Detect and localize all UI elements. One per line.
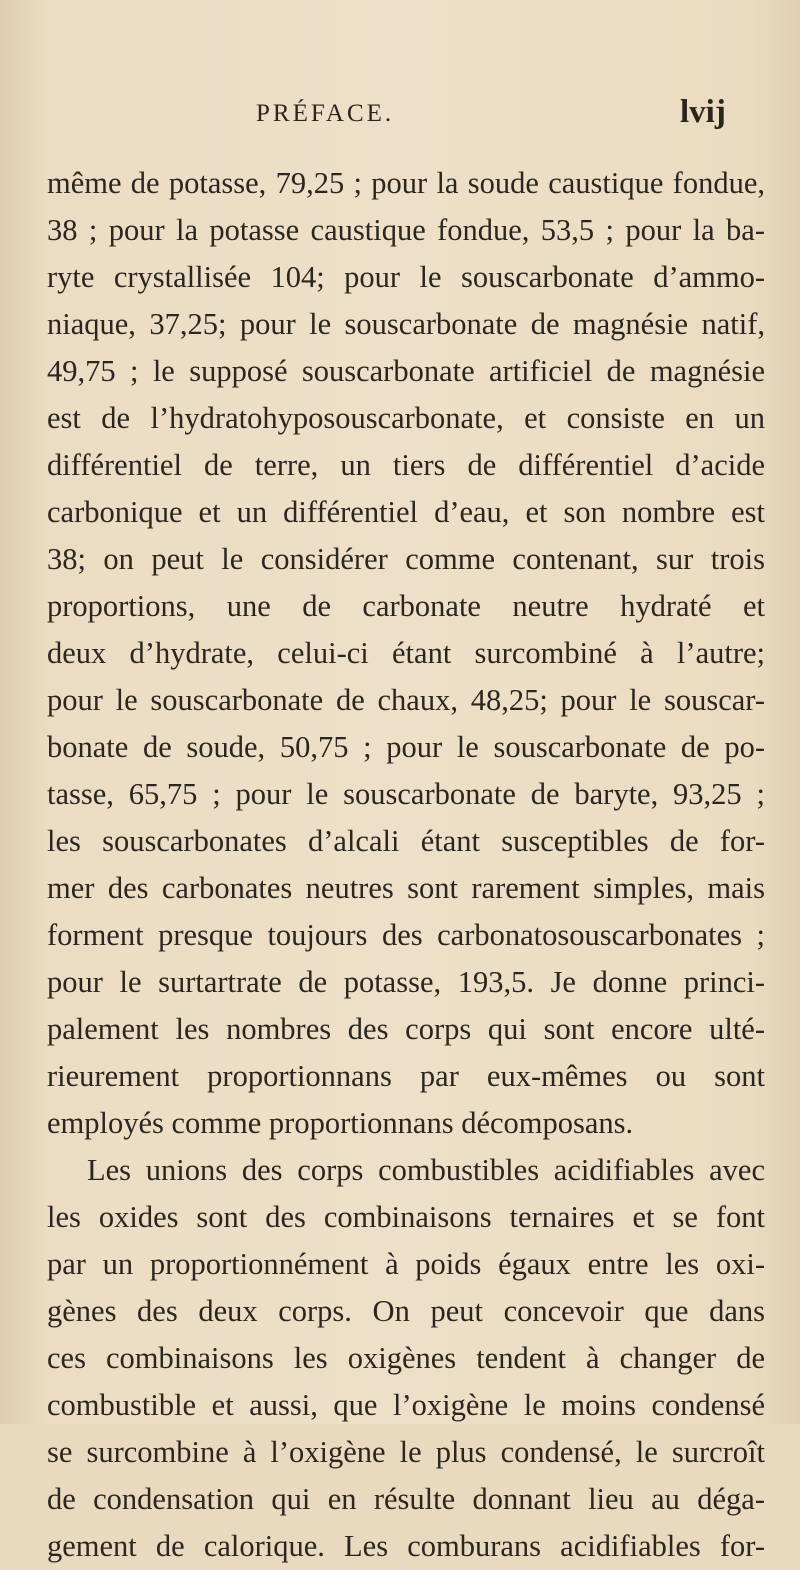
text-line: gement de calorique. Les comburans acidifiables for- [47, 1529, 765, 1563]
text-line: deux d’hydrate, celui-ci étant surcombiné à l’autre; [47, 636, 765, 670]
text-line: carbonique et un différentiel d’eau, et son nombre est [47, 495, 765, 529]
text-line: par un proportionnément à poids égaux entre les oxi- [47, 1247, 765, 1281]
body-text [47, 160, 765, 1570]
text-line: différentiel de terre, un tiers de différentiel d’acide [47, 448, 765, 482]
text-line: gènes des deux corps. On peut concevoir que dans [47, 1294, 765, 1328]
text-line: palement les nombres des corps qui sont encore ulté- [47, 1012, 765, 1046]
text-line: ryte crystallisée 104; pour le souscarbonate d’ammo- [47, 260, 765, 294]
text-line: rieurement proportionnans par eux-mêmes ou sont [47, 1059, 765, 1093]
text-line: même de potasse, 79,25 ; pour la soude caustique fondue, [47, 166, 765, 200]
paragraph-end-line: employés comme proportionnans décomposans. [47, 1106, 634, 1140]
text-line: mer des carbonates neutres sont rarement simples, mais [47, 871, 765, 905]
text-line: 38; on peut le considérer comme contenant, sur trois [47, 542, 765, 576]
text-line: proportions, une de carbonate neutre hydraté et [47, 589, 765, 623]
text-line: ces combinaisons les oxigènes tendent à changer de [47, 1341, 765, 1375]
text-line: se surcombine à l’oxigène le plus condensé, le surcroît [47, 1435, 765, 1469]
text-line: les oxides sont des combinaisons ternaires et se font [47, 1200, 765, 1234]
paragraph-start-line: Les unions des corps combustibles acidifiables avec [87, 1153, 765, 1187]
text-line: pour le souscarbonate de chaux, 48,25; pour le souscar- [47, 683, 765, 717]
text-line: 49,75 ; le supposé souscarbonate artificiel de magnésie [47, 354, 765, 388]
text-line: combustible et aussi, que l’oxigène le moins condensé [47, 1388, 765, 1422]
text-line: forment presque toujours des carbonatosouscarbonates ; [47, 918, 765, 952]
text-line: de condensation qui en résulte donnant lieu au déga- [47, 1482, 765, 1516]
text-line: pour le surtartrate de potasse, 193,5. Je donne princi- [47, 965, 765, 999]
text-line: est de l’hydratohyposouscarbonate, et consiste en un [47, 401, 765, 435]
text-line: 38 ; pour la potasse caustique fondue, 53,5 ; pour la ba- [47, 213, 765, 247]
page-number: lvij [680, 94, 726, 130]
page-header [0, 94, 800, 140]
text-line: bonate de soude, 50,75 ; pour le souscarbonate de po- [47, 730, 765, 764]
text-line: tasse, 65,75 ; pour le souscarbonate de baryte, 93,25 ; [47, 777, 765, 811]
text-line: niaque, 37,25; pour le souscarbonate de magnésie natif, [47, 307, 765, 341]
running-title: PRÉFACE. [256, 100, 395, 127]
text-line: les souscarbonates d’alcali étant susceptibles de for- [47, 824, 765, 858]
